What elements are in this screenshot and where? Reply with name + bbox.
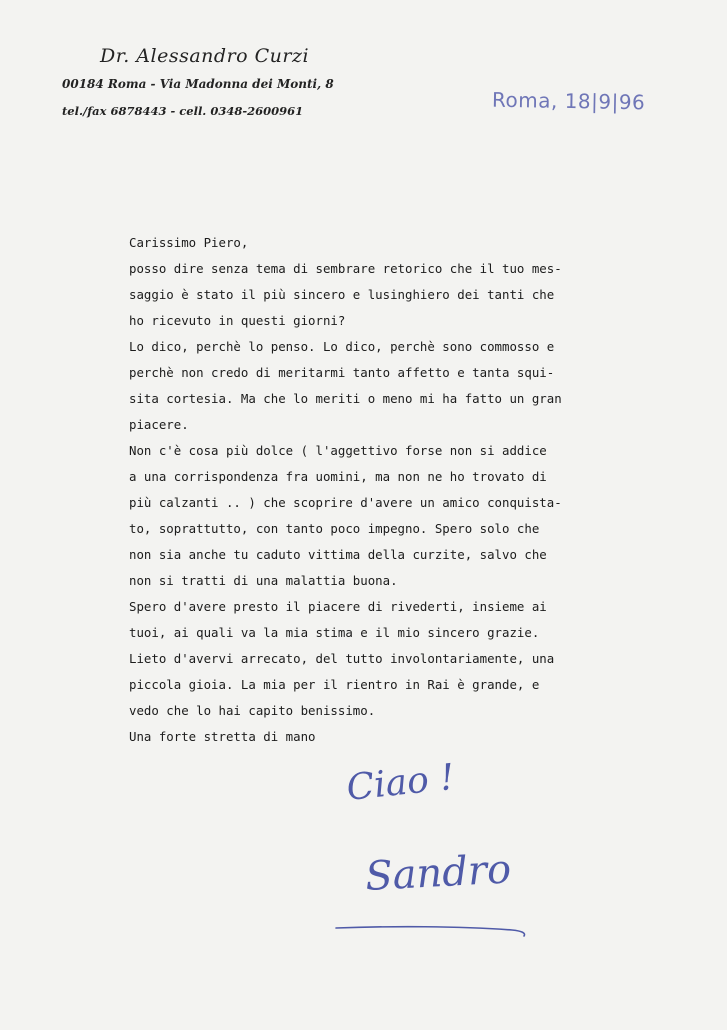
signature-greeting: Ciao !: [344, 756, 457, 809]
body-line: tuoi, ai quali va la mia stima e il mio sincero grazie.: [129, 625, 540, 640]
handwritten-date: Roma, 18|9|96: [491, 87, 646, 115]
closing: Una forte stretta di mano: [129, 729, 316, 744]
signature-name: Sandro: [364, 846, 513, 900]
body-line: posso dire senza tema di sembrare retorico che il tuo mes-: [129, 261, 562, 276]
body-line: piacere.: [129, 417, 189, 432]
body-line: Lieto d'avervi arrecato, del tutto involontariamente, una: [129, 651, 555, 666]
signature-underline: [336, 927, 525, 936]
body-line: Non c'è cosa più dolce ( l'aggettivo forse non si addice: [129, 443, 547, 458]
body-line: Spero d'avere presto il piacere di rivederti, insieme ai: [129, 599, 547, 614]
letter-body: [129, 230, 599, 750]
handwritten-signature: [330, 740, 550, 940]
body-line: più calzanti .. ) che scoprire d'avere un amico conquista-: [129, 495, 562, 510]
body-line: ho ricevuto in questi giorni?: [129, 313, 346, 328]
body-line: to, soprattutto, con tanto poco impegno. Spero solo che: [129, 521, 540, 536]
body-line: piccola gioia. La mia per il rientro in Rai è grande, e: [129, 677, 540, 692]
salutation: Carissimo Piero,: [129, 235, 249, 250]
letterhead-phone: tel./fax 6878443 - cell. 0348-2600961: [62, 104, 304, 118]
body-line: vedo che lo hai capito benissimo.: [129, 703, 376, 718]
body-line: sita cortesia. Ma che lo meriti o meno mi ha fatto un gran: [129, 391, 562, 406]
letterhead-address: 00184 Roma - Via Madonna dei Monti, 8: [62, 77, 334, 91]
body-line: non sia anche tu caduto vittima della curzite, salvo che: [129, 547, 547, 562]
body-line: non si tratti di una malattia buona.: [129, 573, 398, 588]
body-line: a una corrispondenza fra uomini, ma non ne ho trovato di: [129, 469, 547, 484]
letterhead-name: Dr. Alessandro Curzi: [100, 45, 310, 67]
body-line: Lo dico, perchè lo penso. Lo dico, perchè sono commosso e: [129, 339, 555, 354]
body-line: saggio è stato il più sincero e lusinghiero dei tanti che: [129, 287, 555, 302]
body-line: perchè non credo di meritarmi tanto affetto e tanta squi-: [129, 365, 555, 380]
